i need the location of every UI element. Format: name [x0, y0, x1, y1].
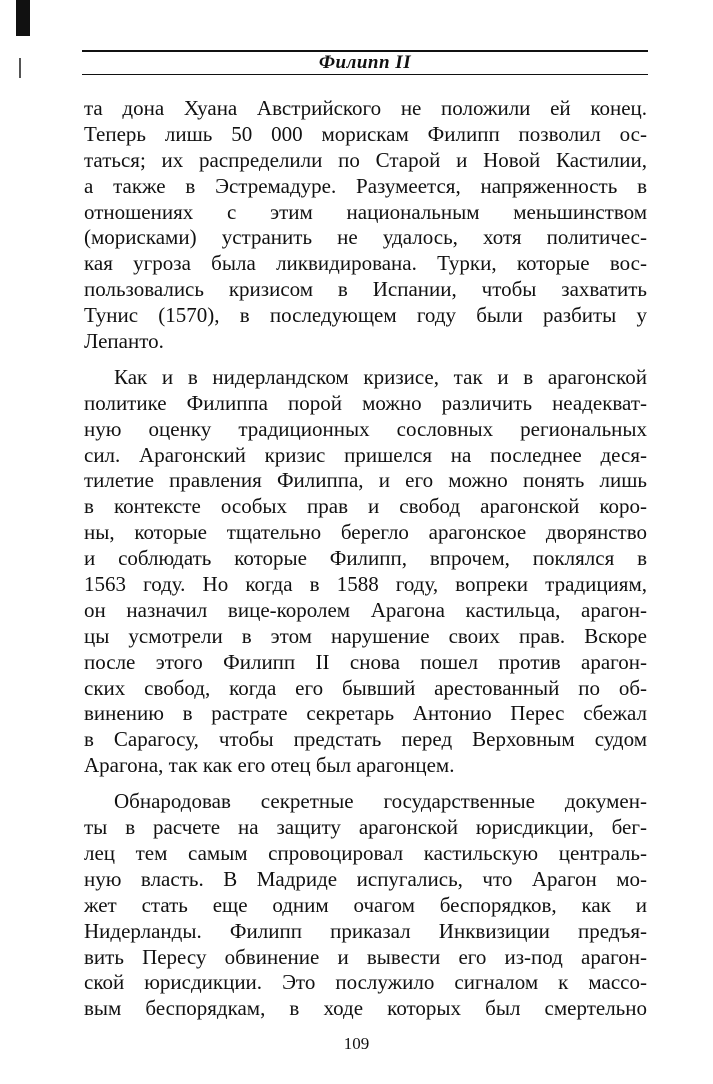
text-line: жет стать еще одним очагом беспорядков, как и: [84, 892, 647, 917]
text-line: сил. Арагонский кризис пришелся на последнее деся-: [84, 442, 647, 467]
text-line: отношениях с этим национальным меньшинством: [84, 199, 647, 224]
text-line: вить Пересу обвинение и вывести его из-под арагон-: [84, 944, 647, 969]
text-line: вым беспорядкам, в ходе которых был смертельно: [84, 996, 647, 1021]
scan-edge-tick: [19, 58, 21, 78]
text-line: ской юрисдикции. Это послужило сигналом к массо-: [84, 970, 647, 995]
text-line: Обнародовав секретные государственные докумен-: [114, 789, 647, 814]
text-line: Арагона, так как его отец был арагонцем.: [84, 753, 455, 778]
text-line: Лепанто.: [84, 329, 164, 354]
text-line: ную оценку традиционных сословных региональных: [84, 416, 647, 441]
header-rule-bottom: [82, 74, 648, 75]
text-line: кая угроза была ликвидирована. Турки, которые вос-: [84, 251, 647, 276]
text-line: таться; их распределили по Старой и Новой Кастилии,: [84, 147, 647, 172]
body-text: [84, 96, 647, 1022]
scan-edge-mark: [16, 0, 30, 36]
text-line: в контексте особых прав и свобод арагонской коро-: [84, 494, 647, 519]
text-line: Теперь лишь 50 000 морискам Филипп позволил ос-: [84, 121, 647, 146]
text-line: и соблюдать которые Филипп, впрочем, поклялся в: [84, 546, 647, 571]
text-line: Нидерланды. Филипп приказал Инквизиции предъя-: [84, 918, 647, 943]
text-line: ских свобод, когда его бывший арестованный по об-: [84, 675, 647, 700]
text-line: он назначил вице-королем Арагона кастильца, арагон-: [84, 597, 647, 622]
paragraph-3: [84, 789, 647, 1022]
text-line: винению в растрате секретарь Антонио Перес сбежал: [84, 701, 647, 726]
text-line: ны, которые тщательно берегло арагонское дворянство: [84, 520, 647, 545]
paragraph-2: [84, 365, 647, 779]
text-line: ную власть. В Мадриде испугались, что Арагон мо-: [84, 866, 647, 891]
text-line: 1563 году. Но когда в 1588 году, вопреки традициям,: [84, 572, 647, 597]
text-line: ты в расчете на защиту арагонской юрисдикции, бег-: [84, 815, 647, 840]
text-line: а также в Эстремадуре. Разумеется, напряженность в: [84, 173, 647, 198]
running-header-title: Филипп II: [318, 52, 412, 73]
text-line: Тунис (1570), в последующем году были разбиты у: [84, 303, 647, 328]
text-line: пользовались кризисом в Испании, чтобы захватить: [84, 277, 647, 302]
text-line: после этого Филипп II снова пошел против арагон-: [84, 649, 647, 674]
text-line: лец тем самым спровоцировал кастильскую централь-: [84, 840, 647, 865]
paragraph-1: [84, 96, 647, 355]
running-header: [82, 44, 648, 74]
text-line: тилетие правления Филиппа, и его можно понять лишь: [84, 468, 647, 493]
text-line: в Сарагосу, чтобы предстать перед Верховным судом: [84, 727, 647, 752]
text-line: та дона Хуана Австрийского не положили ей конец.: [84, 96, 647, 120]
text-line: Как и в нидерландском кризисе, так и в арагонской: [114, 364, 647, 389]
text-line: цы усмотрели в этом нарушение своих прав. Вскоре: [84, 623, 647, 648]
text-line: политике Филиппа порой можно различить неадекват-: [84, 390, 647, 415]
text-line: (морисками) устранить не удалось, хотя политичес-: [84, 225, 647, 250]
page-number: 109: [343, 1034, 370, 1053]
